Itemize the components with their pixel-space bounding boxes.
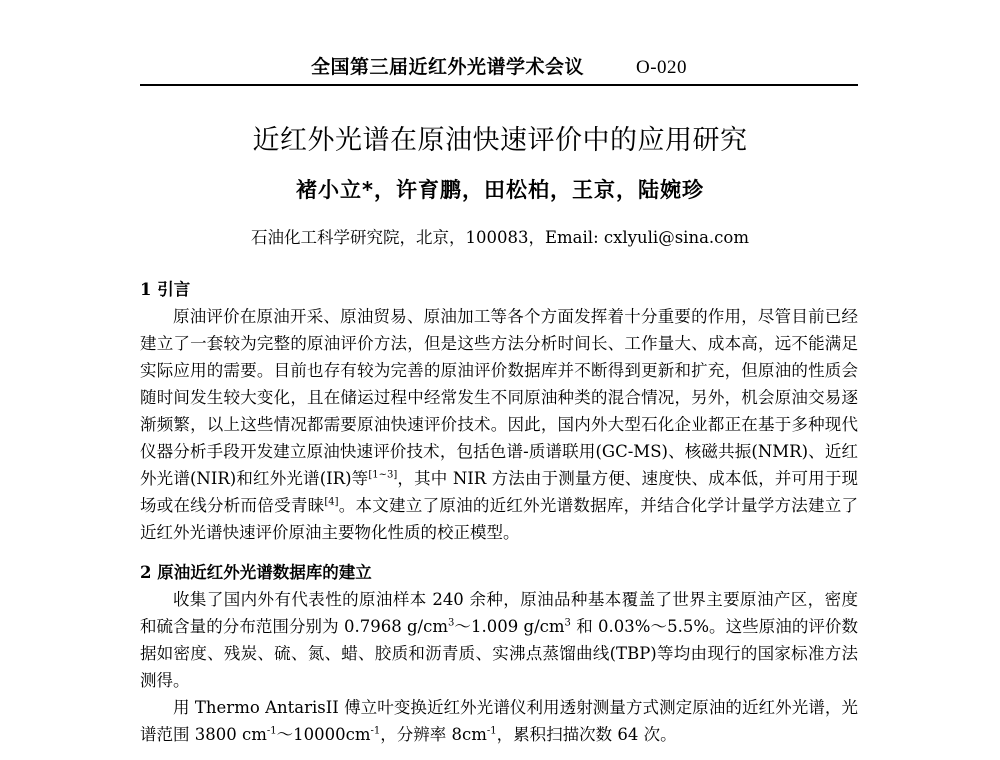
superscript-minus-1: -1 [266,725,277,737]
intro-text-c: 。本文建立了原油的近红外光谱数据库，并结合化学计量学方法建立了近红外光谱快速评价原油主要物化性质的校正模型。 [140,496,859,542]
samples-paragraph [140,586,858,694]
instrument-text-d: ，累积扫描次数 64 次。 [496,725,677,744]
intro-paragraph [140,303,858,546]
header-rule [140,84,858,86]
intro-text-b: ，其中 NIR 方法由于测量方便、速度快、成本低，并可用于现场或在线分析而倍受青睐 [140,469,858,515]
citation-4: [4] [324,496,339,508]
paper-code: O-020 [635,57,688,78]
instrument-text-a: 用 Thermo AntarisII 傅立叶变换近红外光谱仪利用透射测量方式测定原油的近红外光谱，光谱范围 3800 cm [140,698,858,744]
section-database [140,559,858,748]
citation-1-3: [1~3] [368,469,398,481]
samples-text-b: ～1.009 g/cm [454,617,565,636]
affiliation: 石油化工科学研究院，北京，100083，Email: cxlyuli@sina.com [251,228,749,247]
paper-title: 近红外光谱在原油快速评价中的应用研究 [252,125,748,156]
superscript-3: 3 [564,617,571,629]
samples-text-a: 收集了国内外有代表性的原油样本 240 余种，原油品种基本覆盖了世界主要原油产区，密度和硫含量的分布范围分别为 0.7968 g/cm [140,590,858,636]
superscript-minus-1: -1 [370,725,381,737]
instrument-text-c: ，分辨率 8cm [380,725,487,744]
superscript-minus-1: -1 [486,725,497,737]
running-head [140,52,858,82]
intro-text-a: 原油评价在原油开采、原油贸易、原油加工等各个方面发挥着十分重要的作用，尽管目前已经建立了一套较为完整的原油评价方法，但是这些方法分析时间长、工作量大、成本高，远不能满足实际应用的需要。目前也存有较为完善的原油评价数据库并不断得到更新和扩充，但原油的性质会随时间发生较大变化，且在储运过程中经常发生不同原油种类的混合情况，另外，机会原油交易逐渐频繁，以上这些情况都需要原油快速评价技术。因此，国内外大型石化企业都正在基于多种现代仪器分析手段开发建立原油快速评价技术，包括色谱-质谱联用(GC-MS)、核磁共振(NMR)、近红外光谱(NIR)和红外光谱(IR)等 [140,307,858,488]
section-heading-1: 1 引言 [140,280,191,299]
author-list: 褚小立*，许育鹏，田松柏，王京，陆婉珍 [296,178,704,202]
section-introduction [140,276,858,546]
conference-name: 全国第三届近红外光谱学术会议 [310,56,584,78]
superscript-3: 3 [448,617,455,629]
section-heading-2: 2 原油近红外光谱数据库的建立 [140,563,372,582]
instrument-paragraph [140,694,858,748]
samples-text-c: 和 0.03%～5.5%。这些原油的评价数据如密度、残炭、硫、氮、蜡、胶质和沥青质、实沸点蒸馏曲线(TBP)等均由现行的国家标准方法测得。 [140,617,858,690]
instrument-text-b: ～10000cm [276,725,371,744]
